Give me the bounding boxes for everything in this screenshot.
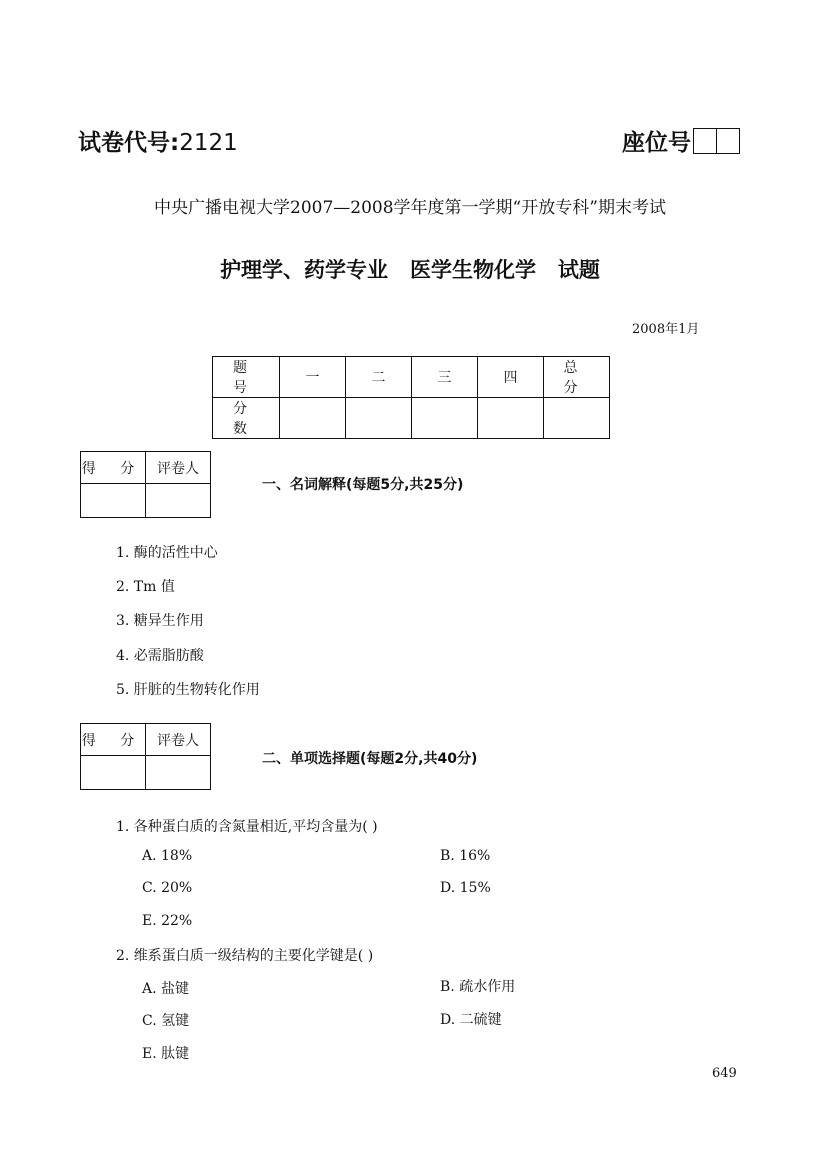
question-option: D. 15% <box>440 880 491 896</box>
exam-title: 护理学、药学专业 医学生物化学 试题 <box>220 258 600 282</box>
score-header-cell: 四 <box>478 357 544 398</box>
score-cell[interactable] <box>280 398 346 439</box>
section2-heading: 二、单项选择题(每题2分,共40分) <box>262 751 478 767</box>
grader-name-label: 评卷人 <box>146 452 211 484</box>
term-item: 1. 酶的活性中心 <box>116 545 218 561</box>
grader-name-label: 评卷人 <box>146 724 211 756</box>
section1-heading: 一、名词解释(每题5分,共25分) <box>262 477 464 493</box>
grader-score-cell[interactable] <box>81 484 146 518</box>
seat-box[interactable] <box>717 128 740 154</box>
seat-boxes <box>693 128 740 154</box>
score-header-label: 题 号 <box>213 357 280 398</box>
question-option: A. 18% <box>142 848 193 864</box>
question-option: E. 22% <box>142 913 193 929</box>
question-stem: 1. 各种蛋白质的含氮量相近,平均含量为( ) <box>116 819 378 835</box>
paper-code-value: 2121 <box>179 130 238 156</box>
question-option: B. 疏水作用 <box>440 979 516 995</box>
grader-name-cell[interactable] <box>146 756 211 790</box>
question-stem: 2. 维系蛋白质一级结构的主要化学键是( ) <box>116 948 374 964</box>
term-item: 5. 肝脏的生物转化作用 <box>116 682 260 698</box>
exam-date: 2008年1月 <box>632 322 700 337</box>
question-option: A. 盐键 <box>142 981 190 997</box>
question-option: C. 20% <box>142 880 193 896</box>
grader-table-2 <box>80 723 211 790</box>
question-option: E. 肽键 <box>142 1046 190 1062</box>
term-item: 4. 必需脂肪酸 <box>116 648 204 664</box>
grader-score-cell[interactable] <box>81 756 146 790</box>
score-table <box>212 356 610 439</box>
score-table-header-row <box>213 357 610 398</box>
seat-number <box>622 124 740 157</box>
term-item: 2. Tm 值 <box>116 579 175 595</box>
score-cell[interactable] <box>346 398 412 439</box>
grader-score-label: 得 分 <box>81 724 146 756</box>
grader-name-cell[interactable] <box>146 484 211 518</box>
seat-label: 座位号 <box>622 130 691 156</box>
question-option: C. 氢键 <box>142 1013 190 1029</box>
exam-subtitle: 中央广播电视大学2007—2008学年度第一学期“开放专科”期末考试 <box>154 198 666 218</box>
score-header-cell: 三 <box>412 357 478 398</box>
term-item: 3. 糖异生作用 <box>116 613 204 629</box>
paper-code-label: 试卷代号: <box>78 130 180 156</box>
score-cell[interactable] <box>412 398 478 439</box>
score-table-score-row <box>213 398 610 439</box>
score-header-cell: 一 <box>280 357 346 398</box>
score-row-label: 分 数 <box>213 398 280 439</box>
grader-score-label: 得 分 <box>81 452 146 484</box>
grader-table-1 <box>80 451 211 518</box>
seat-box[interactable] <box>693 128 717 154</box>
paper-code <box>78 124 238 157</box>
score-header-cell: 二 <box>346 357 412 398</box>
score-header-cell: 总 分 <box>544 357 610 398</box>
score-cell[interactable] <box>478 398 544 439</box>
page-number: 649 <box>712 1066 737 1081</box>
question-option: B. 16% <box>440 848 491 864</box>
question-option: D. 二硫键 <box>440 1012 502 1028</box>
score-cell[interactable] <box>544 398 610 439</box>
